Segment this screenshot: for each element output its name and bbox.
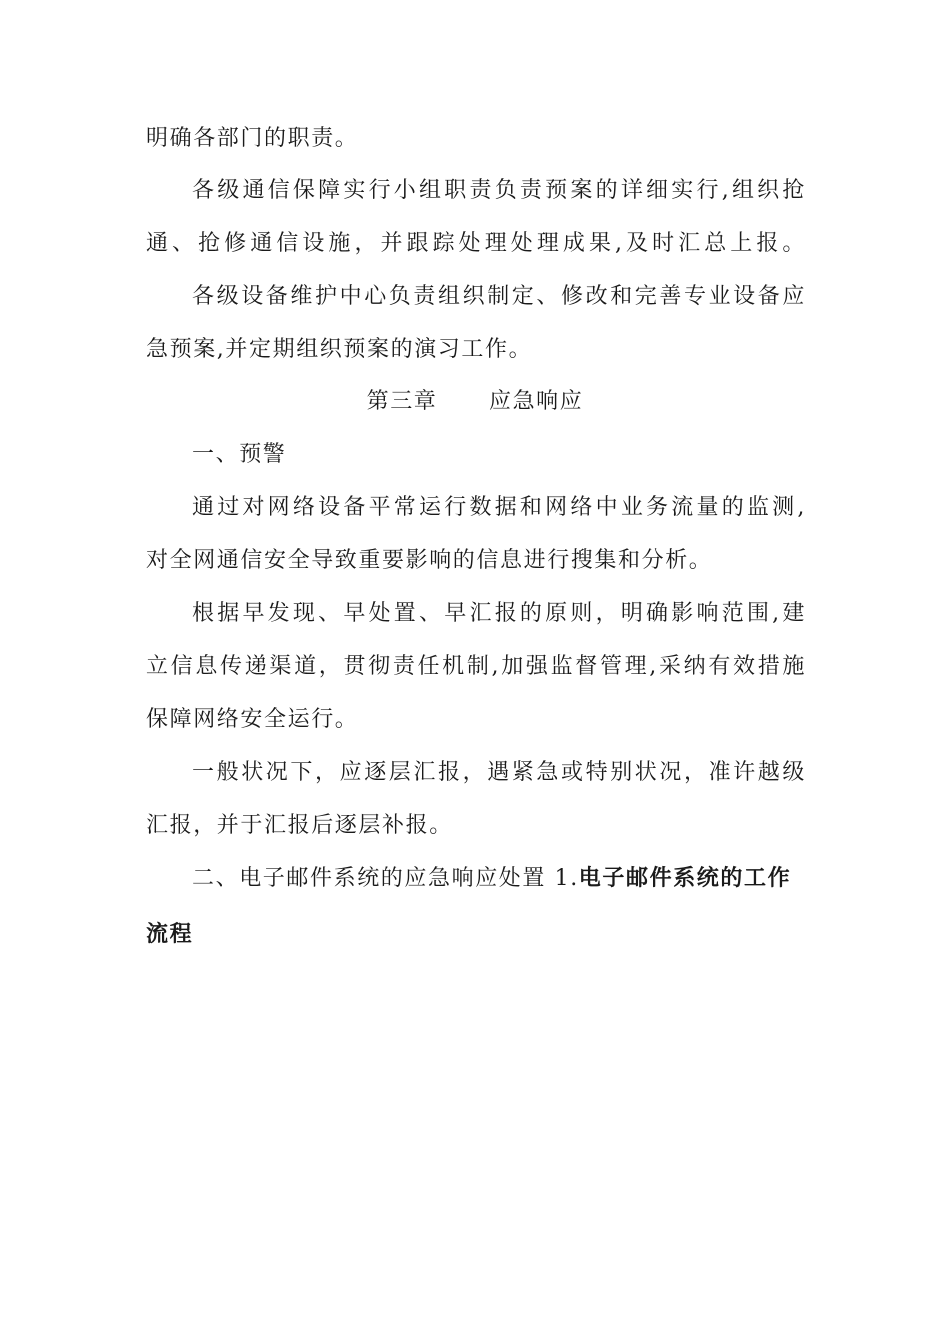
- paragraph-line: 急预案,并定期组织预案的演习工作。: [146, 337, 533, 362]
- paragraph-line: 立信息传递渠道，贯彻责任机制,加强监督管理,采纳有效措施: [146, 654, 806, 679]
- paragraph-line: 汇报，并于汇报后逐层补报。: [146, 813, 453, 838]
- section-heading: 一、预警: [192, 442, 287, 467]
- subsection-title: 流程: [146, 922, 194, 947]
- subsection-title: 电子邮件系统的工作: [578, 866, 792, 891]
- paragraph-line: 明确各部门的职责。: [146, 126, 359, 151]
- paragraph-line: 通过对网络设备平常运行数据和网络中业务流量的监测,: [192, 495, 806, 520]
- paragraph-line: 根据早发现、早处置、早汇报的原则，明确影响范围,建: [192, 601, 806, 626]
- paragraph-line: 通、抢修通信设施，并跟踪处理处理成果,及时汇总上报。: [146, 231, 806, 256]
- paragraph-line: 对全网通信安全导致重要影响的信息进行搜集和分析。: [146, 548, 713, 573]
- section-heading-line: [192, 864, 806, 894]
- section-heading: 二、电子邮件系统的应急响应处置 1.: [192, 866, 579, 891]
- chapter-heading: 第三章 应急响应: [366, 389, 584, 414]
- paragraph-line: 一般状况下，应逐层汇报，遇紧急或特别状况，准许越级: [192, 760, 806, 785]
- paragraph-line: 各级通信保障实行小组职责负责预案的详细实行,组织抢: [192, 178, 806, 203]
- paragraph-line: 保障网络安全运行。: [146, 707, 359, 732]
- paragraph-line: 各级设备维护中心负责组织制定、修改和完善专业设备应: [192, 284, 806, 309]
